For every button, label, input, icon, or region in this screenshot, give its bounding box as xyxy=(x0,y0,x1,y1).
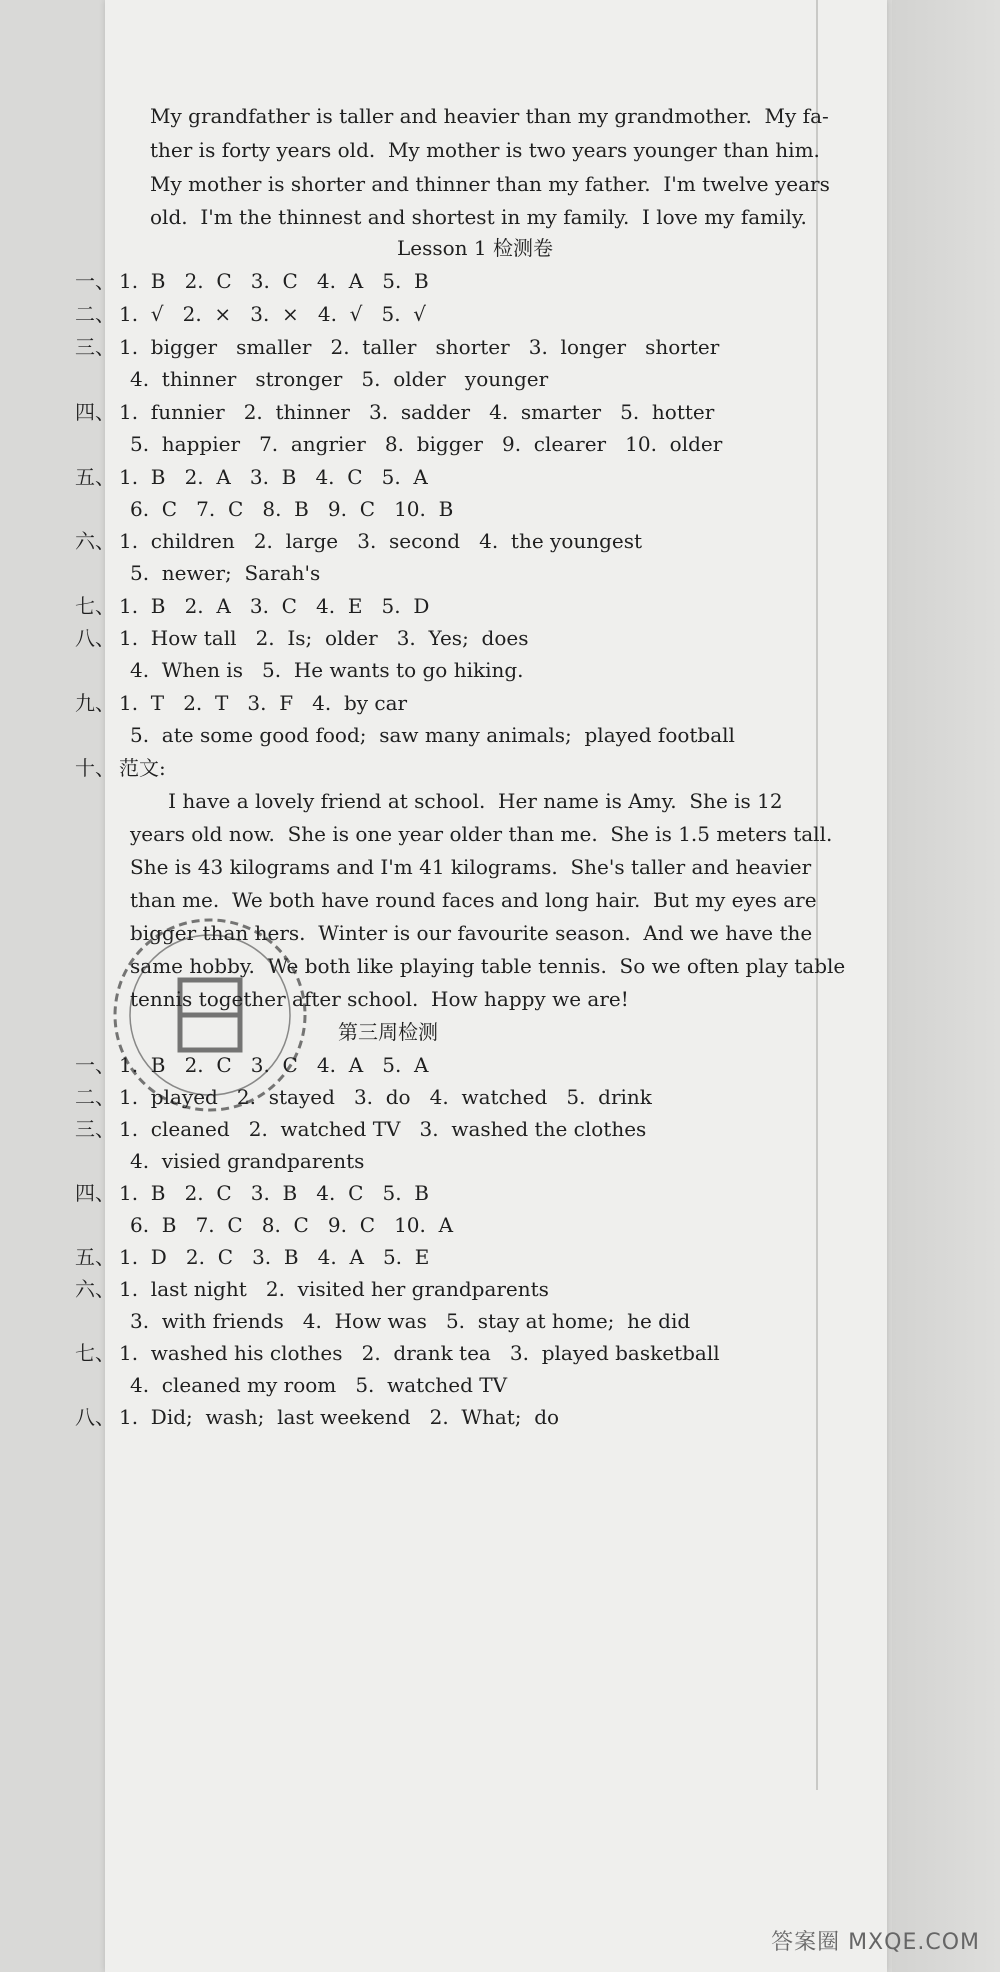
answer-line: 1. B 2. C 3. C 4. A 5. A xyxy=(119,1053,429,1077)
answer-line: 5. happier 7. angrier 8. bigger 9. clearer 10. older xyxy=(130,432,723,456)
item-number: 七、 xyxy=(75,1341,115,1365)
answer-line: 6. C 7. C 8. B 9. C 10. B xyxy=(130,497,454,521)
answer-line: 5. ate some good food; saw many animals; played football xyxy=(130,723,735,747)
item-number: 一、 xyxy=(75,269,115,293)
intro-line: My grandfather is taller and heavier than my grandmother. My fa- xyxy=(150,104,829,128)
section-heading: Lesson 1 检测卷 xyxy=(396,236,553,260)
answer-line: 1. children 2. large 3. second 4. the youngest xyxy=(119,529,643,553)
answer-line: 4. thinner stronger 5. older younger xyxy=(130,367,549,391)
item-number: 一、 xyxy=(75,1053,115,1077)
item-number: 十、 xyxy=(75,756,115,780)
answer-line: 1. B 2. A 3. C 4. E 5. D xyxy=(119,594,430,618)
item-number: 九、 xyxy=(75,691,115,715)
item-number: 八、 xyxy=(75,626,115,650)
answer-line: 范文: xyxy=(119,756,166,780)
answer-line: 1. T 2. T 3. F 4. by car xyxy=(119,691,408,715)
essay-line: bigger than hers. Winter is our favourite season. And we have the xyxy=(130,921,813,945)
answer-line: 1. played 2. stayed 3. do 4. watched 5. drink xyxy=(119,1085,652,1109)
answer-line: 4. cleaned my room 5. watched TV xyxy=(130,1373,508,1397)
intro-line: ther is forty years old. My mother is two years younger than him. xyxy=(150,138,820,162)
answer-line: 5. newer; Sarah's xyxy=(130,561,321,585)
watermark-stamp xyxy=(95,900,325,1130)
answer-line: 1. cleaned 2. watched TV 3. washed the clothes xyxy=(119,1117,647,1141)
answer-line: 1. √ 2. × 3. × 4. √ 5. √ xyxy=(119,302,427,326)
essay-line: years old now. She is one year older than me. She is 1.5 meters tall. xyxy=(130,822,833,846)
answer-line: 1. last night 2. visited her grandparents xyxy=(119,1277,549,1301)
answer-line: 1. B 2. C 3. C 4. A 5. B xyxy=(119,269,429,293)
answer-line: 1. B 2. A 3. B 4. C 5. A xyxy=(119,465,428,489)
essay-line: tennis together after school. How happy we are! xyxy=(130,987,629,1011)
answer-line: 1. bigger smaller 2. taller shorter 3. longer shorter xyxy=(119,335,720,359)
item-number: 四、 xyxy=(75,400,115,424)
item-number: 五、 xyxy=(75,465,115,489)
item-number: 六、 xyxy=(75,529,115,553)
item-number: 五、 xyxy=(75,1245,115,1269)
answer-line: 1. funnier 2. thinner 3. sadder 4. smarter 5. hotter xyxy=(119,400,715,424)
item-number: 三、 xyxy=(75,1117,115,1141)
section-heading: 第三周检测 xyxy=(338,1020,438,1044)
item-number: 八、 xyxy=(75,1405,115,1429)
item-number: 四、 xyxy=(75,1181,115,1205)
essay-line: same hobby. We both like playing table tennis. So we often play table xyxy=(130,954,846,978)
answer-line: 4. visied grandparents xyxy=(130,1149,365,1173)
intro-line: My mother is shorter and thinner than my father. I'm twelve years xyxy=(150,172,830,196)
essay-line: I have a lovely friend at school. Her name is Amy. She is 12 xyxy=(130,789,783,813)
answer-line: 1. washed his clothes 2. drank tea 3. played basketball xyxy=(119,1341,720,1365)
answer-line: 1. D 2. C 3. B 4. A 5. E xyxy=(119,1245,430,1269)
answer-line: 3. with friends 4. How was 5. stay at home; he did xyxy=(130,1309,691,1333)
footer-watermark: 答案圈 MXQE.COM xyxy=(771,1930,980,1955)
intro-line: old. I'm the thinnest and shortest in my family. I love my family. xyxy=(150,205,807,229)
essay-line: than me. We both have round faces and long hair. But my eyes are xyxy=(130,888,817,912)
answer-line: 6. B 7. C 8. C 9. C 10. A xyxy=(130,1213,454,1237)
item-number: 二、 xyxy=(75,302,115,326)
answer-line: 4. When is 5. He wants to go hiking. xyxy=(130,658,524,682)
answer-line: 1. How tall 2. Is; older 3. Yes; does xyxy=(119,626,529,650)
answer-line: 1. B 2. C 3. B 4. C 5. B xyxy=(119,1181,429,1205)
item-number: 二、 xyxy=(75,1085,115,1109)
item-number: 七、 xyxy=(75,594,115,618)
adjacent-page-edge xyxy=(892,0,1000,1972)
item-number: 三、 xyxy=(75,335,115,359)
essay-line: She is 43 kilograms and I'm 41 kilograms. She's taller and heavier xyxy=(130,855,812,879)
item-number: 六、 xyxy=(75,1277,115,1301)
answer-line: 1. Did; wash; last weekend 2. What; do xyxy=(119,1405,560,1429)
stamp-icon xyxy=(95,900,325,1130)
